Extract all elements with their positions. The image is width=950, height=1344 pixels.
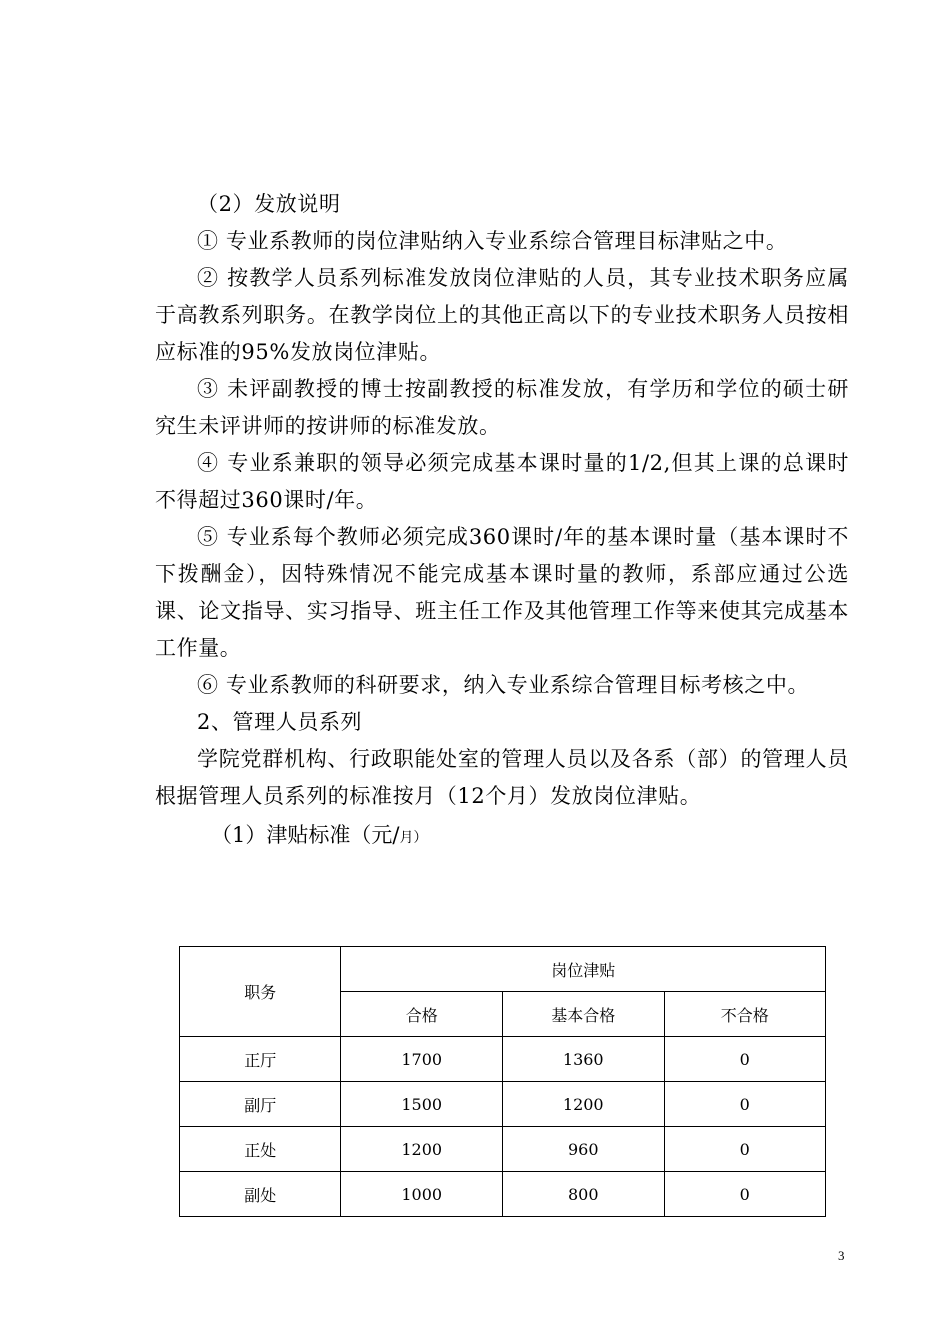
table-row xyxy=(180,1037,826,1082)
document-body xyxy=(155,186,849,858)
header-basic-qualified: 基本合格 xyxy=(502,992,664,1037)
header-group: 岗位津贴 xyxy=(341,947,826,992)
cell-value: 1000 xyxy=(341,1172,503,1217)
cell-value: 1360 xyxy=(502,1037,664,1082)
allowance-table xyxy=(179,946,826,1217)
header-qualified: 合格 xyxy=(341,992,503,1037)
cell-value: 960 xyxy=(502,1127,664,1172)
cell-position: 副处 xyxy=(180,1172,341,1217)
paragraph-6: ⑥ 专业系教师的科研要求，纳入专业系综合管理目标考核之中。 xyxy=(197,673,810,697)
table-row xyxy=(180,1127,826,1172)
page-number: 3 xyxy=(838,1248,845,1263)
section-heading: （2）发放说明 xyxy=(197,192,341,216)
header-position: 职务 xyxy=(180,947,341,1037)
table-row xyxy=(180,1082,826,1127)
cell-position: 正处 xyxy=(180,1127,341,1172)
cell-value: 800 xyxy=(502,1172,664,1217)
paragraph-2: ② 按教学人员系列标准发放岗位津贴的人员，其专业技术职务应属于高教系列职务。在教学岗位上的其他正高以下的专业技术职务人员按相应标准的95%发放岗位津贴。 xyxy=(155,266,849,364)
cell-value: 1700 xyxy=(341,1037,503,1082)
cell-value: 0 xyxy=(664,1037,825,1082)
header-unqualified: 不合格 xyxy=(664,992,825,1037)
paragraph-4: ④ 专业系兼职的领导必须完成基本课时量的1/2,但其上课的总课时不得超过360课时/年。 xyxy=(155,451,849,512)
cell-value: 1200 xyxy=(502,1082,664,1127)
cell-value: 1200 xyxy=(341,1127,503,1172)
table-caption xyxy=(155,815,849,858)
table-row xyxy=(180,1172,826,1217)
table-caption-text: （1）津贴标准（元/ xyxy=(211,823,400,847)
cell-position: 副厅 xyxy=(180,1082,341,1127)
subsection-paragraph: 学院党群机构、行政职能处室的管理人员以及各系（部）的管理人员根据管理人员系列的标准按月（12个月）发放岗位津贴。 xyxy=(155,747,849,808)
table-header-row xyxy=(180,947,826,992)
subsection-heading: 2、管理人员系列 xyxy=(197,710,363,734)
cell-value: 1500 xyxy=(341,1082,503,1127)
paragraph-3: ③ 未评副教授的博士按副教授的标准发放，有学历和学位的硕士研究生未评讲师的按讲师的标准发放。 xyxy=(155,377,849,438)
table-caption-unit: 月） xyxy=(399,830,428,846)
paragraph-1: ① 专业系教师的岗位津贴纳入专业系综合管理目标津贴之中。 xyxy=(197,229,788,253)
cell-value: 0 xyxy=(664,1127,825,1172)
paragraph-5: ⑤ 专业系每个教师必须完成360课时/年的基本课时量（基本课时不下拨酬金），因特殊情况不能完成基本课时量的教师，系部应通过公选课、论文指导、实习指导、班主任工作及其他管理工作等来使其完成基本工作量。 xyxy=(155,525,849,660)
cell-value: 0 xyxy=(664,1082,825,1127)
cell-value: 0 xyxy=(664,1172,825,1217)
cell-position: 正厅 xyxy=(180,1037,341,1082)
